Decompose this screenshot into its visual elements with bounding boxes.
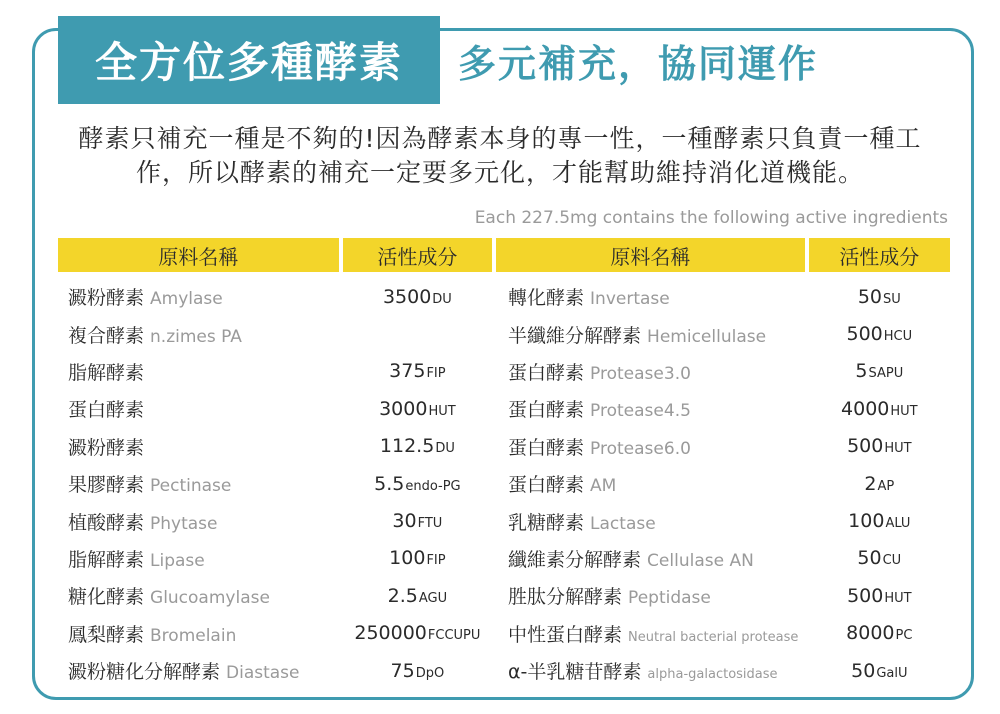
intro-paragraph [40,122,960,190]
ingredient-name-zh: 果膠酵素 [68,474,145,497]
header-ingredient-left: 原料名稱 [58,238,339,272]
ingredient-right [496,395,805,422]
intro-line-2: 作，所以酵素的補充一定要多元化，才能幫助維持消化道機能。 [135,158,864,187]
activity-value: 112.5 [379,435,435,458]
ingredient-name-zh: 澱粉酵素 [68,436,145,459]
ingredient-name-en: Amylase [150,289,223,310]
activity-right [809,660,950,682]
table-row [58,353,950,390]
activity-value: 50 [851,659,876,682]
header-activity-right: 活性成分 [809,238,950,272]
ingredient-name-zh: 胜肽分解酵素 [508,586,623,609]
ingredient-name-en: Glucoamylase [150,588,270,609]
ingredient-name-en: n.zimes PA [150,326,242,347]
ingredient-name-zh: 鳳梨酵素 [68,623,145,646]
page-title: 全方位多種酵素 [58,16,440,104]
activity-value: 3500 [382,285,432,308]
table-body [58,278,950,689]
activity-left [343,622,492,644]
activity-unit: FTU [417,516,443,532]
activity-unit: DpO [415,665,445,681]
ingredient-name-zh: α-半乳糖苷酵素 [508,661,642,684]
activity-value: 3000 [379,397,428,420]
activity-unit: DU [432,291,452,307]
ingredient-name-en: Protease3.0 [590,363,691,384]
activity-value: 2.5 [387,584,418,607]
ingredient-name-zh: 澱粉酵素 [68,287,145,310]
table-row [58,428,950,465]
ingredient-name-en: Cellulase AN [647,550,754,571]
activity-unit: HUT [428,403,456,419]
activity-unit: endo-PG [405,478,461,494]
activity-left [343,435,492,457]
ingredient-left [58,657,339,684]
ingredient-right [496,620,805,647]
activity-right [809,360,950,382]
activity-value: 5 [855,360,868,383]
activity-right [809,510,950,532]
ingredient-name-zh: 中性蛋白酵素 [508,623,623,646]
table-row [58,502,950,539]
ingredient-right [496,508,805,535]
ingredient-name-en: Invertase [590,289,670,310]
activity-value: 5.5 [374,472,405,495]
activity-right [809,435,950,457]
ingredient-left [58,582,339,609]
activity-right [809,473,950,495]
table-row [58,615,950,652]
ingredient-name-zh: 脂解酵素 [68,548,145,571]
activity-right [809,323,950,345]
activity-left [343,660,492,682]
table-row [58,652,950,689]
activity-unit: CU [882,553,902,569]
activity-unit: HUT [884,441,912,457]
activity-value: 8000 [846,622,895,645]
activity-unit: SU [883,291,901,307]
ingredient-name-zh: 乳糖酵素 [508,511,585,534]
ingredient-right [496,433,805,460]
activity-unit: SAPU [868,366,904,382]
activity-unit: FIP [426,366,446,382]
ingredient-name-en: Lipase [150,550,205,571]
activity-value: 50 [857,547,882,570]
activity-left [343,473,492,495]
ingredient-left [58,470,339,497]
activity-value: 50 [857,285,883,308]
ingredient-name-en: Hemicellulase [647,326,767,347]
activity-value: 100 [389,547,426,570]
ingredient-name-en: Lactase [590,513,656,534]
ingredient-name-zh: 糖化酵素 [68,586,145,609]
table-row [58,577,950,614]
ingredient-name-zh: 澱粉糖化分解酵素 [68,661,221,684]
ingredient-right [496,582,805,609]
ingredient-name-zh: 半纖維分解酵素 [508,324,642,347]
ingredient-right [496,321,805,348]
activity-value: 500 [846,323,883,346]
ingredient-name-zh: 脂解酵素 [68,361,145,384]
ingredient-left [58,508,339,535]
header-ingredient-right: 原料名稱 [496,238,805,272]
activity-unit: HUT [890,403,918,419]
ingredient-left [58,395,339,422]
ingredient-name-zh: 植酸酵素 [68,511,145,534]
ingredient-left [58,433,339,460]
ingredient-left [58,545,339,572]
ingredient-name-en: Neutral bacterial protease [628,629,799,645]
ingredient-left [58,620,339,647]
ingredient-name-en: Peptidase [628,588,711,609]
ingredient-left [58,358,339,385]
ingredient-name-zh: 蛋白酵素 [508,474,585,497]
header-activity-left: 活性成分 [343,238,492,272]
activity-left [343,398,492,420]
ingredient-name-en: Protease4.5 [590,401,691,422]
activity-value: 500 [847,435,884,458]
table-header [58,238,950,272]
table-row [58,390,950,427]
ingredient-right [496,283,805,310]
table-row [58,315,950,352]
ingredient-right [496,470,805,497]
activity-right [809,286,950,308]
activity-left [343,547,492,569]
activity-unit: HCU [883,329,913,345]
ingredient-name-en: Protease6.0 [590,438,691,459]
activity-value: 4000 [841,397,890,420]
ingredient-name-zh: 纖維素分解酵素 [508,548,642,571]
ingredient-name-zh: 蛋白酵素 [508,399,585,422]
activity-unit: GalU [876,665,908,681]
activity-value: 500 [847,584,884,607]
activity-unit: ALU [885,516,911,532]
table-row [58,278,950,315]
activity-value: 30 [392,510,417,533]
activity-value: 100 [848,510,885,533]
ingredients-table [58,238,950,689]
ingredient-name-zh: 轉化酵素 [508,287,585,310]
ingredient-right [496,545,805,572]
activity-unit: PC [895,628,913,644]
ingredient-name-en: Pectinase [150,476,232,497]
ingredient-left [58,283,339,310]
activity-right [809,398,950,420]
ingredient-right [496,657,805,684]
activity-unit: AGU [418,590,448,606]
activity-unit: FCCUPU [427,628,481,644]
activity-unit: DU [435,441,455,457]
activity-unit: AP [877,478,895,494]
ingredient-name-en: AM [590,476,617,497]
ingredient-name-zh: 複合酵素 [68,324,145,347]
ingredient-name-en: Bromelain [150,625,237,646]
ingredient-name-en: Phytase [150,513,218,534]
activity-left [343,360,492,382]
activity-right [809,622,950,644]
ingredient-name-zh: 蛋白酵素 [508,361,585,384]
ingredient-name-zh: 蛋白酵素 [508,436,585,459]
ingredient-left [58,321,339,348]
activity-value: 2 [864,472,877,495]
ingredient-name-en: alpha-galactosidase [647,667,778,683]
table-row [58,465,950,502]
activity-unit: FIP [426,553,446,569]
table-row [58,540,950,577]
ingredient-right [496,358,805,385]
ingredient-name-en: Diastase [226,663,300,684]
page-subtitle: 多元補充，協同運作 [458,41,819,86]
activity-left [343,286,492,308]
activity-unit: HUT [884,590,912,606]
activity-right [809,547,950,569]
activity-left [343,510,492,532]
activity-right [809,585,950,607]
intro-line-1: 酵素只補充一種是不夠的!因為酵素本身的專一性，一種酵素只負責一種工 [78,124,922,153]
ingredients-note: Each 227.5mg contains the following active ingredients [474,208,948,228]
activity-left [343,585,492,607]
activity-value: 375 [389,360,426,383]
activity-value: 75 [390,659,415,682]
activity-value: 250000 [354,622,427,645]
ingredient-name-zh: 蛋白酵素 [68,399,145,422]
